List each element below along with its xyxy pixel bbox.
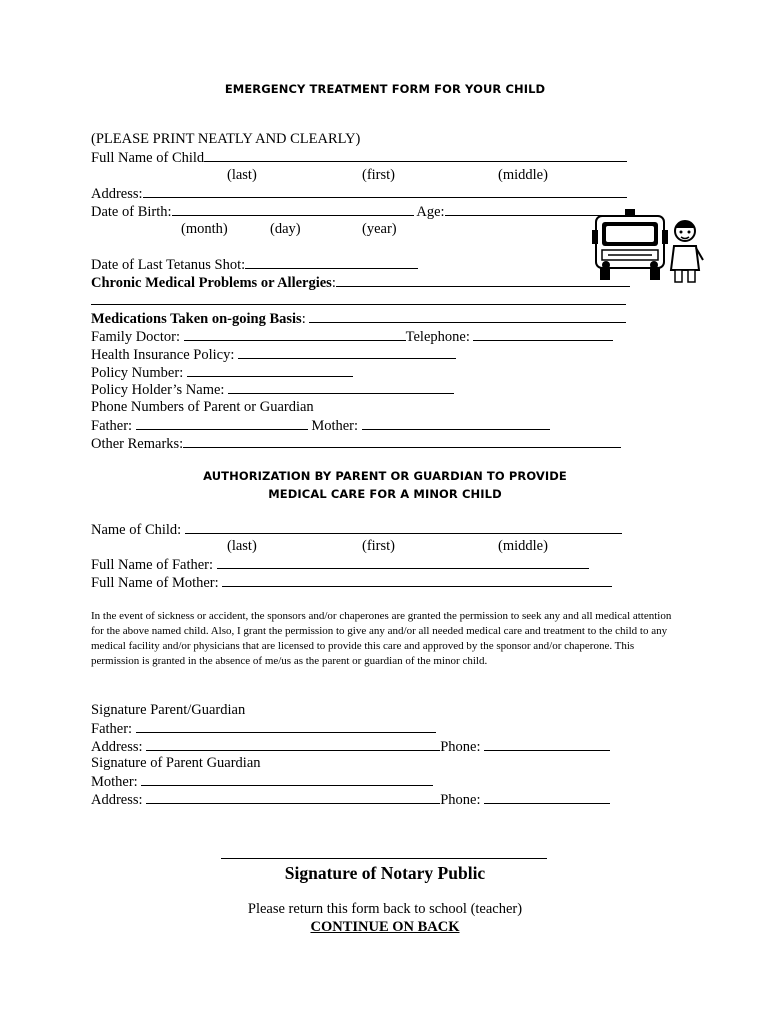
return-instruction: Please return this form back to school (teacher) <box>247 901 523 917</box>
dob-label: Date of Birth: <box>91 204 172 220</box>
full-name-mother-row <box>91 574 612 592</box>
year-caption: (year) <box>362 221 397 237</box>
health-insurance-label: Health Insurance Policy: <box>91 347 235 363</box>
month-caption: (month) <box>181 221 228 237</box>
last-caption: (last) <box>227 167 257 183</box>
sig-father-row <box>91 720 436 738</box>
first-caption: (first) <box>362 167 396 183</box>
dob-input[interactable] <box>172 203 414 216</box>
sig-address2-input[interactable] <box>146 791 440 804</box>
policy-holder-input[interactable] <box>228 381 454 394</box>
notary-signature-label: Signature of Notary Public <box>284 863 486 883</box>
tetanus-input[interactable] <box>245 256 418 269</box>
sig-address-label: Address: <box>91 739 143 755</box>
medications-colon: : <box>301 311 306 327</box>
family-doctor-label: Family Doctor: <box>91 329 181 345</box>
sig-address2-row <box>91 791 610 809</box>
sig-address2-label: Address: <box>91 792 143 808</box>
parent-phone-row <box>91 417 550 435</box>
notary-signature-line[interactable] <box>221 858 547 859</box>
sig-address-row <box>91 738 610 756</box>
full-name-label: Full Name of Child <box>91 150 205 166</box>
full-name-father-row <box>91 556 589 574</box>
health-insurance-row <box>91 346 456 364</box>
health-insurance-input[interactable] <box>238 346 456 359</box>
address-label: Address: <box>91 186 143 202</box>
age-label: Age: <box>416 204 445 220</box>
name-of-child-input[interactable] <box>185 521 622 534</box>
policy-number-row <box>91 364 353 382</box>
phone-numbers-label: Phone Numbers of Parent or Guardian <box>91 399 314 415</box>
father-phone-input[interactable] <box>136 417 308 430</box>
chronic-row <box>91 274 630 292</box>
dob-row <box>91 203 605 221</box>
father-label: Father: <box>91 418 133 434</box>
address-row <box>91 185 627 203</box>
permission-paragraph: In the event of sickness or accident, the sponsors and/or chaperones are granted the permission to seek any and all medical attention for the above named child. Also, I grant the permission to give any and/or all needed medical care and treatment to the child to any medical facility and/or physicians that are licensed to provide this care and approved by the sponsor and/or chaperone. This permission is granted in the absence of me/us as the parent or guardian of the minor child. <box>91 610 672 667</box>
sig-father-label: Father: <box>91 721 133 737</box>
chronic-label: Chronic Medical Problems or Allergies <box>91 275 332 291</box>
sig-father-input[interactable] <box>136 720 436 733</box>
family-doctor-input[interactable] <box>184 328 406 341</box>
medications-input[interactable] <box>309 310 626 323</box>
telephone-input[interactable] <box>473 328 613 341</box>
auth-first-caption: (first) <box>362 538 396 554</box>
authorization-heading-line2: MEDICAL CARE FOR A MINOR CHILD <box>268 487 502 501</box>
full-name-row <box>91 149 627 167</box>
chronic-input-line2[interactable] <box>91 304 626 305</box>
full-name-mother-label: Full Name of Mother: <box>91 575 219 591</box>
mother-phone-input[interactable] <box>362 417 550 430</box>
telephone-label: Telephone: <box>405 329 470 345</box>
policy-number-input[interactable] <box>187 364 353 377</box>
full-name-father-input[interactable] <box>217 556 589 569</box>
sig-phone2-label: Phone: <box>440 792 481 808</box>
sig-phone-label: Phone: <box>440 739 481 755</box>
policy-holder-label: Policy Holder’s Name: <box>91 382 225 398</box>
sig-parent-label: Signature Parent/Guardian <box>91 702 246 718</box>
tetanus-row <box>91 256 418 274</box>
other-remarks-label: Other Remarks: <box>91 436 184 452</box>
print-instruction: (PLEASE PRINT NEATLY AND CLEARLY) <box>91 131 361 147</box>
full-name-mother-input[interactable] <box>222 574 612 587</box>
sig-address-input[interactable] <box>146 738 440 751</box>
mother-label: Mother: <box>311 418 359 434</box>
medications-label: Medications Taken on-going Basis <box>91 311 302 327</box>
full-name-input[interactable] <box>204 149 627 162</box>
chronic-input[interactable] <box>336 274 630 287</box>
family-doctor-row <box>91 328 613 346</box>
address-input[interactable] <box>143 185 627 198</box>
policy-number-label: Policy Number: <box>91 365 184 381</box>
auth-middle-caption: (middle) <box>498 538 548 554</box>
continue-on-back: CONTINUE ON BACK <box>310 919 460 935</box>
sig-phone-input[interactable] <box>484 738 610 751</box>
policy-holder-row <box>91 381 454 399</box>
middle-caption: (middle) <box>498 167 548 183</box>
sig-mother-input[interactable] <box>141 773 433 786</box>
sig-mother-label: Mother: <box>91 774 138 790</box>
form-title: EMERGENCY TREATMENT FORM FOR YOUR CHILD <box>224 82 546 96</box>
auth-last-caption: (last) <box>227 538 257 554</box>
sig-parent2-label: Signature of Parent Guardian <box>91 755 261 771</box>
authorization-heading-line1: AUTHORIZATION BY PARENT OR GUARDIAN TO PROVIDE <box>203 469 567 483</box>
other-remarks-row <box>91 435 621 453</box>
name-of-child-label: Name of Child: <box>91 522 182 538</box>
other-remarks-input[interactable] <box>183 435 621 448</box>
full-name-father-label: Full Name of Father: <box>91 557 214 573</box>
sig-phone2-input[interactable] <box>484 791 610 804</box>
age-input[interactable] <box>445 203 605 216</box>
sig-mother-row <box>91 773 433 791</box>
medications-row <box>91 310 626 328</box>
tetanus-label: Date of Last Tetanus Shot: <box>91 257 246 273</box>
day-caption: (day) <box>270 221 301 237</box>
chronic-colon: : <box>331 275 336 291</box>
name-of-child-row <box>91 521 622 539</box>
